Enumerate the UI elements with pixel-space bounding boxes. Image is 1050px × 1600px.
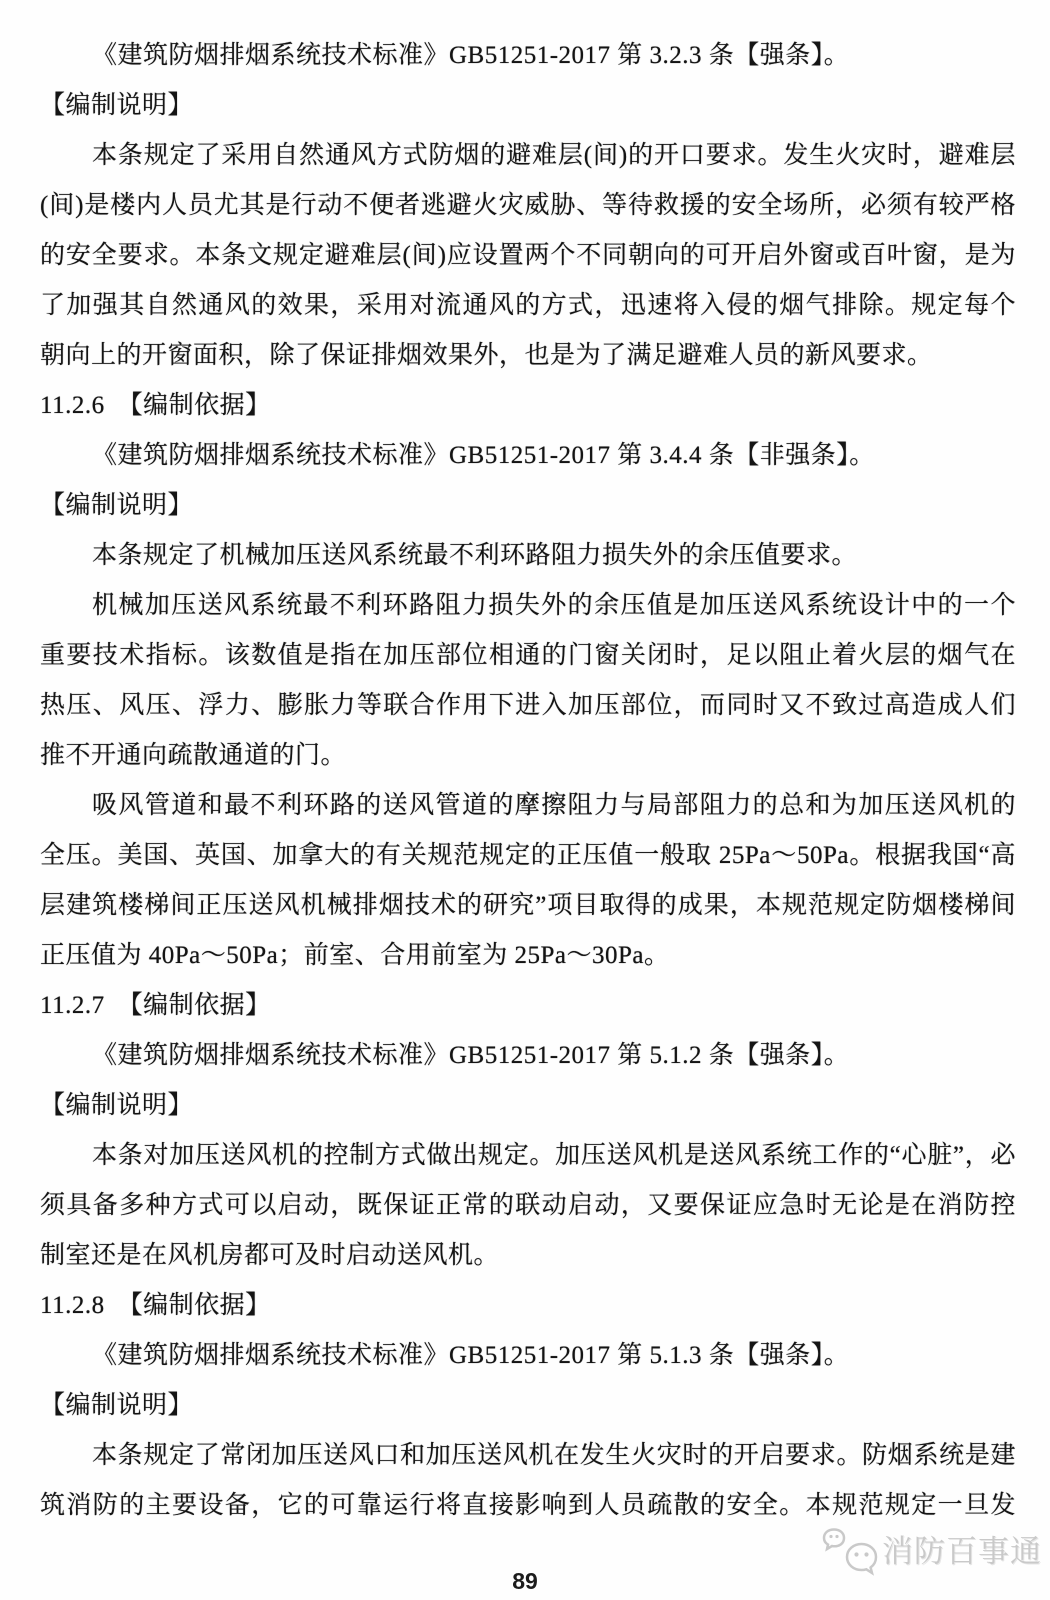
citation-line: 《建筑防烟排烟系统技术标准》GB51251-2017 第 5.1.2 条【强条】。 — [92, 1042, 850, 1069]
body-line: 的安全要求。本条文规定避难层(间)应设置两个不同朝向的可开启外窗或百叶窗，是为 — [40, 242, 1016, 269]
citation-line: 《建筑防烟排烟系统技术标准》GB51251-2017 第 3.4.4 条【非强条】。 — [92, 442, 875, 469]
editorial-note-label: 【编制说明】 — [40, 1392, 194, 1419]
page-number: 89 — [512, 1568, 538, 1594]
body-line: 制室还是在风机房都可及时启动送风机。 — [40, 1242, 500, 1269]
body-line: 热压、风压、浮力、膨胀力等联合作用下进入加压部位，而同时又不致过高造成人们 — [40, 692, 1016, 719]
body-line: 筑消防的主要设备，它的可靠运行将直接影响到人员疏散的安全。本规范规定一旦发 — [40, 1492, 1016, 1519]
editorial-note-label: 【编制说明】 — [40, 1092, 194, 1119]
body-line: (间)是楼内人员尤其是行动不便者逃避火灾威胁、等待救援的安全场所，必须有较严格 — [40, 192, 1016, 219]
body-line: 了加强其自然通风的效果，采用对流通风的方式，迅速将入侵的烟气排除。规定每个 — [40, 292, 1016, 319]
body-line: 本条对加压送风机的控制方式做出规定。加压送风机是送风系统工作的“心脏”，必 — [92, 1142, 1016, 1169]
watermark-label: 消防百事通 — [882, 1534, 1042, 1569]
body-line: 本条规定了常闭加压送风口和加压送风机在发生火灾时的开启要求。防烟系统是建 — [92, 1442, 1016, 1469]
section-heading: 11.2.6 【编制依据】 — [40, 392, 271, 419]
section-heading: 11.2.7 【编制依据】 — [40, 992, 271, 1019]
citation-line: 《建筑防烟排烟系统技术标准》GB51251-2017 第 5.1.3 条【强条】。 — [92, 1342, 850, 1369]
body-line: 机械加压送风系统最不利环路阻力损失外的余压值是加压送风系统设计中的一个 — [92, 592, 1016, 619]
document-body — [40, 31, 1016, 1531]
body-line: 全压。美国、英国、加拿大的有关规范规定的正压值一般取 25Pa～50Pa。根据我国“高 — [40, 842, 1016, 869]
body-line: 层建筑楼梯间正压送风机械排烟技术的研究”项目取得的成果，本规范规定防烟楼梯间 — [40, 892, 1016, 919]
body-line: 重要技术指标。该数值是指在加压部位相通的门窗关闭时，足以阻止着火层的烟气在 — [40, 642, 1016, 669]
body-line: 须具备多种方式可以启动，既保证正常的联动启动，又要保证应急时无论是在消防控 — [40, 1192, 1016, 1219]
body-line: 推不开通向疏散通道的门。 — [40, 742, 347, 769]
editorial-note-label: 【编制说明】 — [40, 492, 194, 519]
body-line: 本条规定了采用自然通风方式防烟的避难层(间)的开口要求。发生火灾时，避难层 — [92, 142, 1016, 169]
body-line: 吸风管道和最不利环路的送风管道的摩擦阻力与局部阻力的总和为加压送风机的 — [92, 792, 1016, 819]
section-heading: 11.2.8 【编制依据】 — [40, 1292, 271, 1319]
citation-line: 《建筑防烟排烟系统技术标准》GB51251-2017 第 3.2.3 条【强条】。 — [92, 42, 850, 69]
body-line: 朝向上的开窗面积，除了保证排烟效果外，也是为了满足避难人员的新风要求。 — [40, 342, 933, 369]
editorial-note-label: 【编制说明】 — [40, 92, 194, 119]
body-line: 正压值为 40Pa～50Pa；前室、合用前室为 25Pa～30Pa。 — [40, 942, 670, 969]
body-line: 本条规定了机械加压送风系统最不利环路阻力损失外的余压值要求。 — [92, 542, 858, 569]
